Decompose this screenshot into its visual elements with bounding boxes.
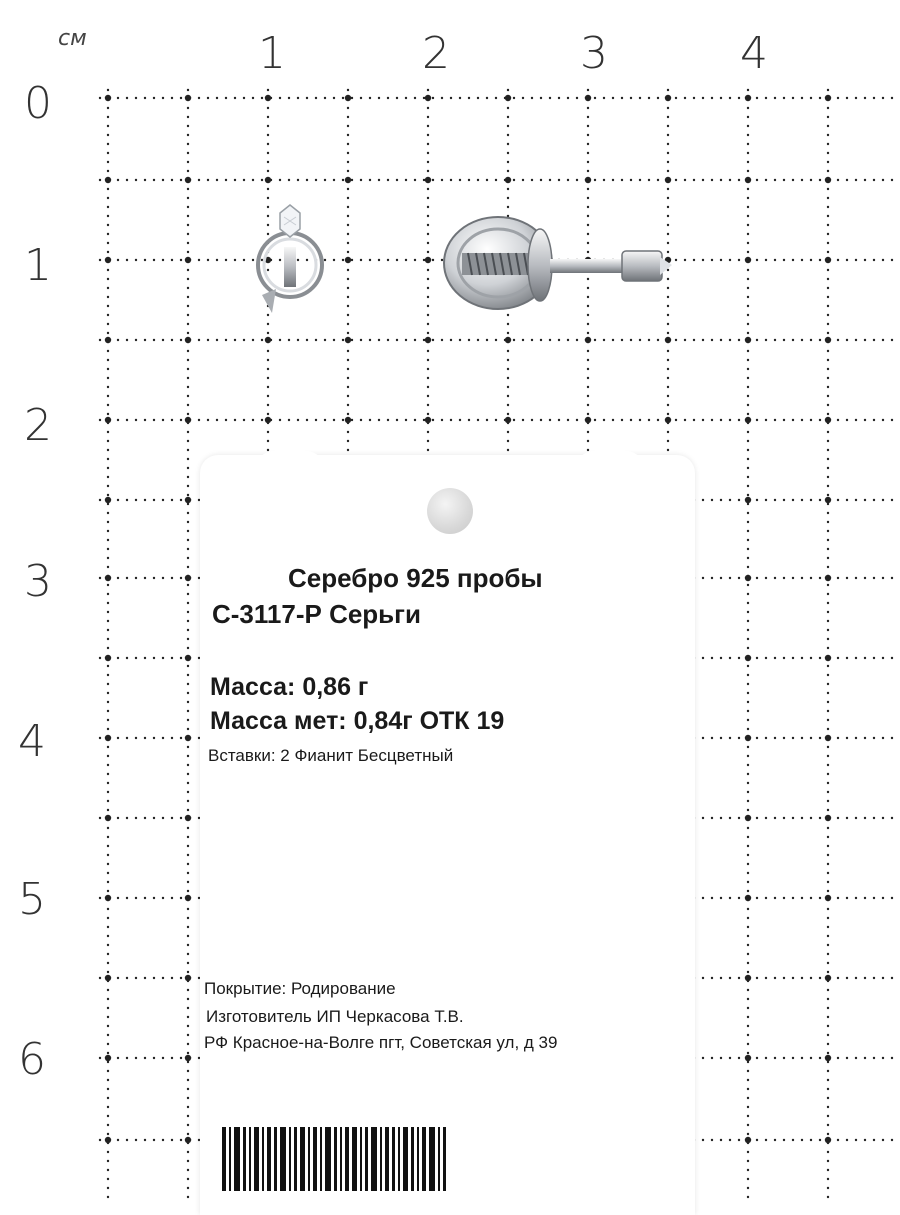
tag-coating: Покрытие: Родирование bbox=[204, 979, 396, 998]
x-tick-3: 3 bbox=[580, 28, 608, 79]
tag-mass: Масса: 0,86 г bbox=[210, 673, 369, 701]
tag-address: РФ Красное-на-Волге пгт, Советская ул, д 39 bbox=[204, 1033, 558, 1052]
tag-inserts: Вставки: 2 Фианит Бесцветный bbox=[208, 746, 454, 765]
tag-hole bbox=[427, 488, 473, 534]
x-tick-4: 4 bbox=[740, 28, 768, 79]
product-tag bbox=[200, 455, 695, 1215]
y-tick-0: 0 bbox=[24, 78, 52, 129]
unit-label: см bbox=[58, 26, 87, 51]
barcode bbox=[222, 1127, 626, 1191]
earrings-photo bbox=[240, 195, 680, 325]
earring-side-view bbox=[444, 217, 672, 309]
x-tick-1: 1 bbox=[258, 28, 286, 79]
tag-maker: Изготовитель ИП Черкасова Т.В. bbox=[206, 1007, 464, 1026]
y-tick-6: 6 bbox=[18, 1034, 46, 1085]
y-tick-5: 5 bbox=[18, 874, 46, 925]
tag-article: С-3117-Р Серьги bbox=[212, 599, 421, 629]
y-tick-4: 4 bbox=[18, 716, 46, 767]
x-tick-2: 2 bbox=[422, 28, 450, 79]
tag-metal: Серебро 925 пробы bbox=[288, 563, 543, 593]
y-tick-1: 1 bbox=[24, 240, 52, 291]
earring-front-view bbox=[258, 205, 322, 313]
y-tick-2: 2 bbox=[24, 400, 52, 451]
y-tick-3: 3 bbox=[24, 556, 52, 607]
tag-metal-mass: Масса мет: 0,84г ОТК 19 bbox=[210, 707, 505, 735]
